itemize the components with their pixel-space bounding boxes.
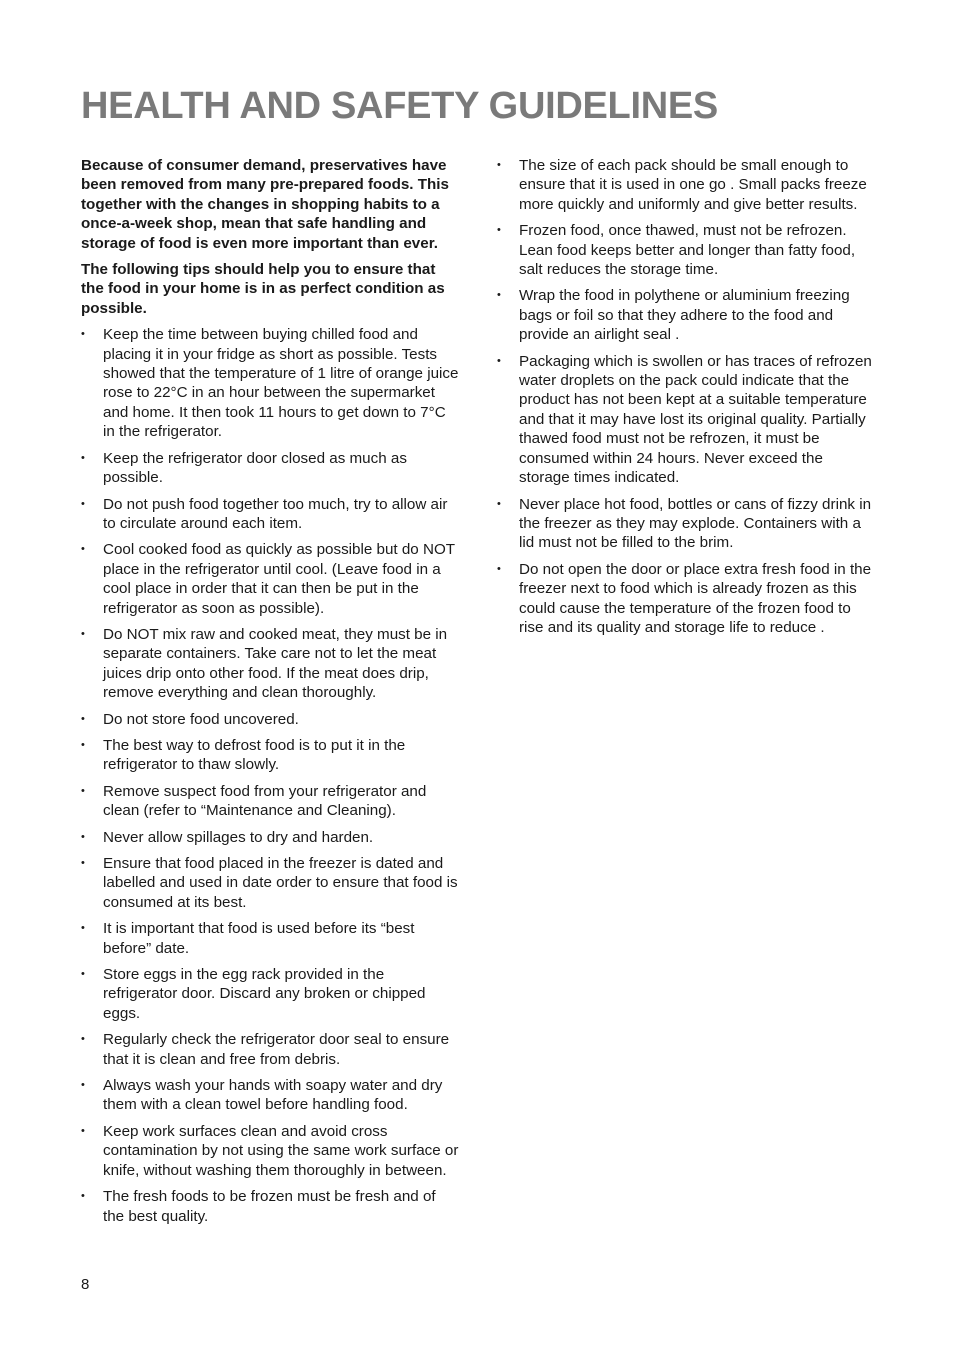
list-item — [81, 540, 459, 618]
list-item — [81, 325, 459, 441]
list-item-text: Never place hot food, bottles or cans of fizzy drink in the freezer as they may explode. Containers with a lid must not be filled to the brim. — [519, 495, 872, 552]
bullet-icon: • — [81, 451, 85, 464]
bullet-icon: • — [497, 354, 501, 367]
list-item — [497, 156, 875, 214]
bullet-icon: • — [81, 784, 85, 797]
bullet-icon: • — [81, 627, 85, 640]
bullet-icon: • — [81, 1124, 85, 1137]
list-item-text: Keep work surfaces clean and avoid cross contamination by not using the same work surface or knife, without washing them thoroughly in between. — [103, 1122, 459, 1179]
list-item-text: Do not store food uncovered. — [103, 710, 299, 728]
list-item-text: It is important that food is used before its “best before” date. — [103, 920, 415, 957]
list-item-text: Wrap the food in polythene or aluminium freezing bags or foil so that they adhere to the food and provide an airlight seal . — [519, 287, 850, 344]
list-item-text: The best way to defrost food is to put it in the refrigerator to thaw slowly. — [103, 736, 406, 774]
list-item-text: Keep the time between buying chilled food and placing it in your fridge as short as possible. Tests showed that the temperature of 1 litre of orange juice rose to 22°C in an hour between the supermarket and home. It then took 11 hours to get down to 7°C in the refrigerator. — [103, 326, 459, 441]
list-item — [81, 919, 459, 958]
list-item-text: Store eggs in the egg rack provided in the refrigerator door. Discard any broken or chipped eggs. — [103, 966, 426, 1022]
list-item — [81, 1030, 459, 1069]
list-item-text: Keep the refrigerator door closed as much as possible. — [103, 449, 407, 487]
list-item-text: Frozen food, once thawed, must not be refrozen. Lean food keeps better and longer than fatty food, salt reduces the storage time. — [519, 222, 856, 279]
intro-paragraph: Because of consumer demand, preservatives have been removed from many pre-prepared foods. This together with the changes in shopping habits to a once-a-week shop, mean that safe handling and storage of food is even more important than ever. — [81, 157, 449, 252]
list-item-text: Never allow spillages to dry and harden. — [103, 828, 374, 846]
list-item-text: Regularly check the refrigerator door seal to ensure that it is clean and free from debris. — [103, 1031, 450, 1068]
list-item — [81, 736, 459, 775]
bullet-icon: • — [497, 289, 501, 302]
list-item-text: Ensure that food placed in the freezer is dated and labelled and used in date order to ensure that food is consumed at its best. — [103, 855, 458, 911]
bullet-icon: • — [81, 497, 85, 510]
list-item — [81, 854, 459, 912]
list-item-text: Always wash your hands with soapy water and dry them with a clean towel before handling food. — [103, 1077, 443, 1114]
bullet-icon: • — [81, 328, 85, 341]
list-item-text: Do not push food together too much, try to allow air to circulate around each item. — [103, 495, 448, 532]
bullet-icon: • — [81, 857, 85, 869]
list-item — [81, 1076, 459, 1115]
bullet-icon: • — [497, 159, 501, 171]
page-title: HEALTH AND SAFETY GUIDELINES — [81, 85, 718, 127]
bullet-icon: • — [497, 224, 501, 237]
bullet-icon: • — [497, 562, 501, 575]
list-item — [81, 710, 459, 729]
bullet-icon: • — [81, 738, 85, 751]
bullet-icon: • — [81, 922, 85, 935]
list-item — [81, 625, 459, 703]
list-item — [497, 221, 875, 279]
left-bullet-list — [81, 325, 459, 1226]
bullet-icon: • — [81, 830, 85, 843]
list-item — [497, 495, 875, 553]
list-item-text: Do NOT mix raw and cooked meat, they must be in separate containers. Take care not to let the meat juices drip onto other food. If the meat does drip, remove everything and clean thoroughly. — [103, 625, 448, 702]
left-column — [81, 156, 459, 1233]
bullet-icon: • — [81, 712, 85, 725]
list-item — [497, 560, 875, 638]
list-item-text: The size of each pack should be small enough to ensure that it is used in one go . Small packs freeze more quickly and uniformly and give better results. — [519, 157, 867, 213]
list-item-text: Remove suspect food from your refrigerator and clean (refer to “Maintenance and Cleaning). — [103, 782, 427, 820]
intro-paragraph: The following tips should help you to ensure that the food in your home is in as perfect condition as possible. — [81, 261, 445, 317]
bullet-icon: • — [81, 1079, 85, 1092]
list-item-text: Cool cooked food as quickly as possible but do NOT place in the refrigerator until cool. (Leave food in a cool place in order that it can then be put in the refrigerator as soon as possible). — [103, 541, 455, 617]
page-number: 8 — [81, 1276, 90, 1293]
list-item — [81, 828, 459, 847]
bullet-icon: • — [497, 497, 501, 510]
list-item — [81, 449, 459, 488]
right-column — [497, 156, 875, 644]
list-item — [81, 965, 459, 1023]
list-item-text: The fresh foods to be frozen must be fresh and of the best quality. — [103, 1188, 436, 1225]
bullet-icon: • — [81, 543, 85, 556]
bullet-icon: • — [81, 968, 85, 981]
bullet-icon: • — [81, 1033, 85, 1046]
list-item-text: Packaging which is swollen or has traces of refrozen water droplets on the pack could indicate that the product has not been kept at a suitable temperature and that it may have lost its original quality. Partially thawed food must not be refrozen, it must be consumed within 24 hours. Never exceed the storage times indicated. — [519, 352, 872, 487]
list-item — [81, 782, 459, 821]
list-item-text: Do not open the door or place extra fresh food in the freezer next to food which is already frozen as this could cause the temperature of the frozen food to rise and its quality and storage life to reduce . — [519, 560, 872, 636]
list-item — [81, 1187, 459, 1226]
list-item — [81, 1122, 459, 1180]
list-item — [497, 286, 875, 344]
right-bullet-list — [497, 156, 875, 637]
list-item — [497, 352, 875, 488]
bullet-icon: • — [81, 1190, 85, 1203]
list-item — [81, 495, 459, 534]
